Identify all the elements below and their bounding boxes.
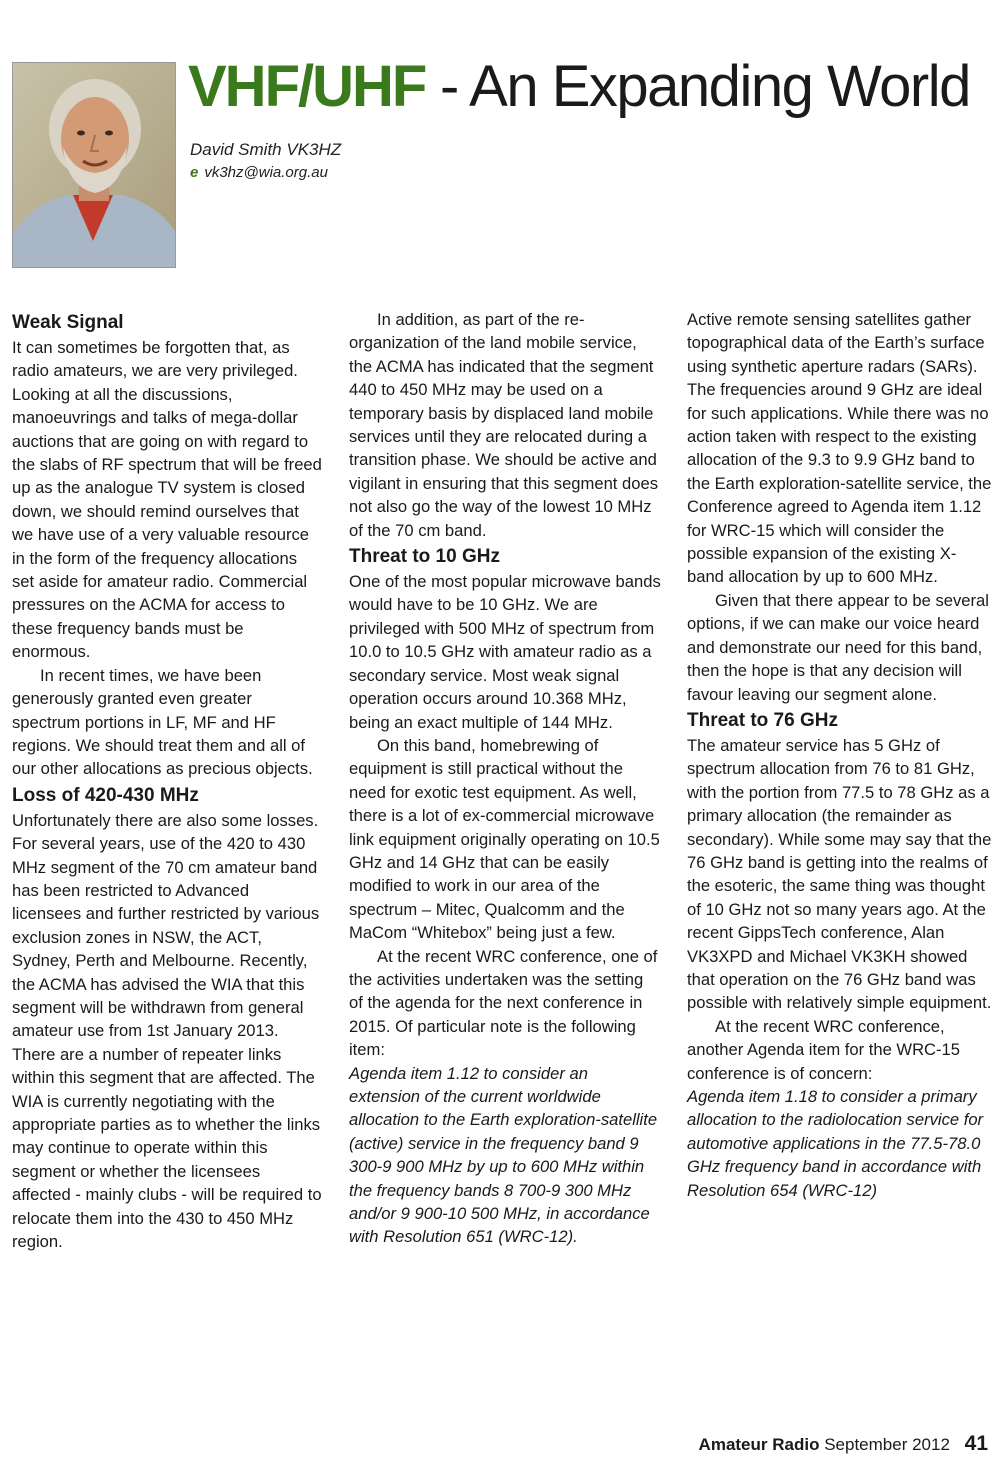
page-number: 41	[964, 1432, 988, 1455]
title-highlight: VHF/UHF	[188, 54, 426, 119]
section-heading: Weak Signal	[12, 312, 124, 333]
column-1	[12, 308, 322, 1253]
author-name: David Smith VK3HZ	[190, 140, 342, 159]
body-paragraph: On this band, homebrewing of equipment is still practical without the need for exotic test equipment. As well, there is a lot of ex-commercial microwave link equipment originally operating on 10.5 GHz and 14 GHz that can be easily modified to work in our area of the spectrum – Mitec, Qualcomm and the MaCom “Whitebox” being just a few.	[349, 735, 660, 943]
agenda-quote: Agenda item 1.12 to consider an extension of the current worldwide allocation to the Earth exploration-satellite (active) service in the frequency band 9 300-9 900 MHz by up to 600 MHz within the frequency bands 8 700-9 300 MHz and/or 9 900-10 500 MHz, in accordance with Resolution 651 (WRC-12).	[349, 1063, 658, 1247]
section-heading: Loss of 420-430 MHz	[12, 784, 199, 806]
body-paragraph: At the recent WRC conference, one of the activities undertaken was the setting of the agenda for the next conference in 2015. Of particular note is the following item:	[349, 946, 658, 1060]
author-portrait-image	[13, 63, 175, 267]
body-paragraph: Unfortunately there are also some losses. For several years, use of the 420 to 430 MHz segment of the 70 cm amateur band has been restricted to Advanced licensees and further restricted by various exclusion zones in NSW, the ACT, Sydney, Perth and Melbourne. Recently, the ACMA has advised the WIA that this segment will be withdrawn from general amateur use from 1st January 2013. There are a number of repeater links within this segment that are affected. The WIA is currently negotiating with the appropriate parties as to whether the links may continue to operate within this segment or whether the licensees affected - mainly clubs - will be required to relocate them into the 430 to 450 MHz region.	[12, 810, 322, 1252]
author-email-line	[190, 164, 328, 181]
author-email[interactable]: vk3hz@wia.org.au	[204, 164, 328, 181]
body-paragraph: At the recent WRC conference, another Agenda item for the WRC-15 conference is of concern:	[687, 1016, 961, 1083]
email-marker: e	[190, 164, 199, 181]
body-paragraph: It can sometimes be forgotten that, as radio amateurs, we are very privileged. Looking at all the discussions, manoeuvrings and talks of mega-dollar auctions that are going on with regard to the slabs of RF spectrum that will be freed up as the analogue TV system is closed down, we should remind ourselves that we have use of a very valuable resource in the form of the frequency allocations set aside for amateur radio. Commercial pressures on the ACMA for access to these frequency bands must be enormous.	[12, 338, 322, 662]
section-heading: Threat to 76 GHz	[687, 709, 838, 731]
body-paragraph: In addition, as part of the re-organization of the land mobile service, the ACMA has indicated that the segment 440 to 450 MHz may be used on a temporary basis by displaced land mobile services until they are relocated during a transition phase. We should be active and vigilant in ensuring that this segment does not also go the way of the lowest 10 MHz of the 70 cm band.	[349, 310, 659, 540]
agenda-quote: Agenda item 1.18 to consider a primary allocation to the radiolocation service for automotive applications in the 77.5-78.0 GHz frequency band in accordance with Resolution 654 (WRC-12)	[687, 1087, 984, 1200]
page-footer	[699, 1432, 988, 1456]
body-paragraph: The amateur service has 5 GHz of spectrum allocation from 76 to 81 GHz, with the portion from 77.5 to 78 GHz as a primary allocation (the remainder as secondary). While some may say that the 76 GHz band is getting into the realms of the esoteric, the same thing was thought of 10 GHz not so many years ago. At the recent GippsTech conference, Alan VK3XPD and Michael VK3KH showed that operation on the 76 GHz band was possible with relatively simple equipment.	[687, 735, 992, 1013]
issue-date: September 2012	[824, 1435, 950, 1454]
article-title	[188, 54, 970, 119]
magazine-name: Amateur Radio	[698, 1435, 820, 1454]
section-heading: Threat to 10 GHz	[349, 546, 500, 568]
column-3	[687, 308, 992, 1202]
body-paragraph: Given that there appear to be several options, if we can make our voice heard and demonstrate our need for this band, then the hope is that any decision will favour leaving our segment alone.	[687, 590, 989, 704]
body-paragraph: One of the most popular microwave bands would have to be 10 GHz. We are privileged with 500 MHz of spectrum from 10.0 to 10.5 GHz with amateur radio as a secondary service. Most weak signal operation occurs around 10.368 MHz, being an exact multiple of 144 MHz.	[349, 572, 661, 732]
author-photo	[12, 62, 176, 268]
column-2	[349, 308, 661, 1249]
body-paragraph: Active remote sensing satellites gather topographical data of the Earth’s surface using synthetic aperture radars (SARs). The frequencies around 9 GHz are ideal for such applications. While there was no action taken with respect to the existing allocation of the 9.3 to 9.9 GHz band to the Earth exploration-satellite service, the Conference agreed to Agenda item 1.12 for WRC-15 which will consider the possible expansion of the existing X-band allocation by up to 600 MHz.	[687, 310, 992, 587]
title-rest: - An Expanding World	[425, 54, 970, 119]
body-paragraph: In recent times, we have been generously granted even greater spectrum portions in LF, MF and HF regions. We should treat them and all of our other allocations as precious objects.	[12, 665, 313, 779]
